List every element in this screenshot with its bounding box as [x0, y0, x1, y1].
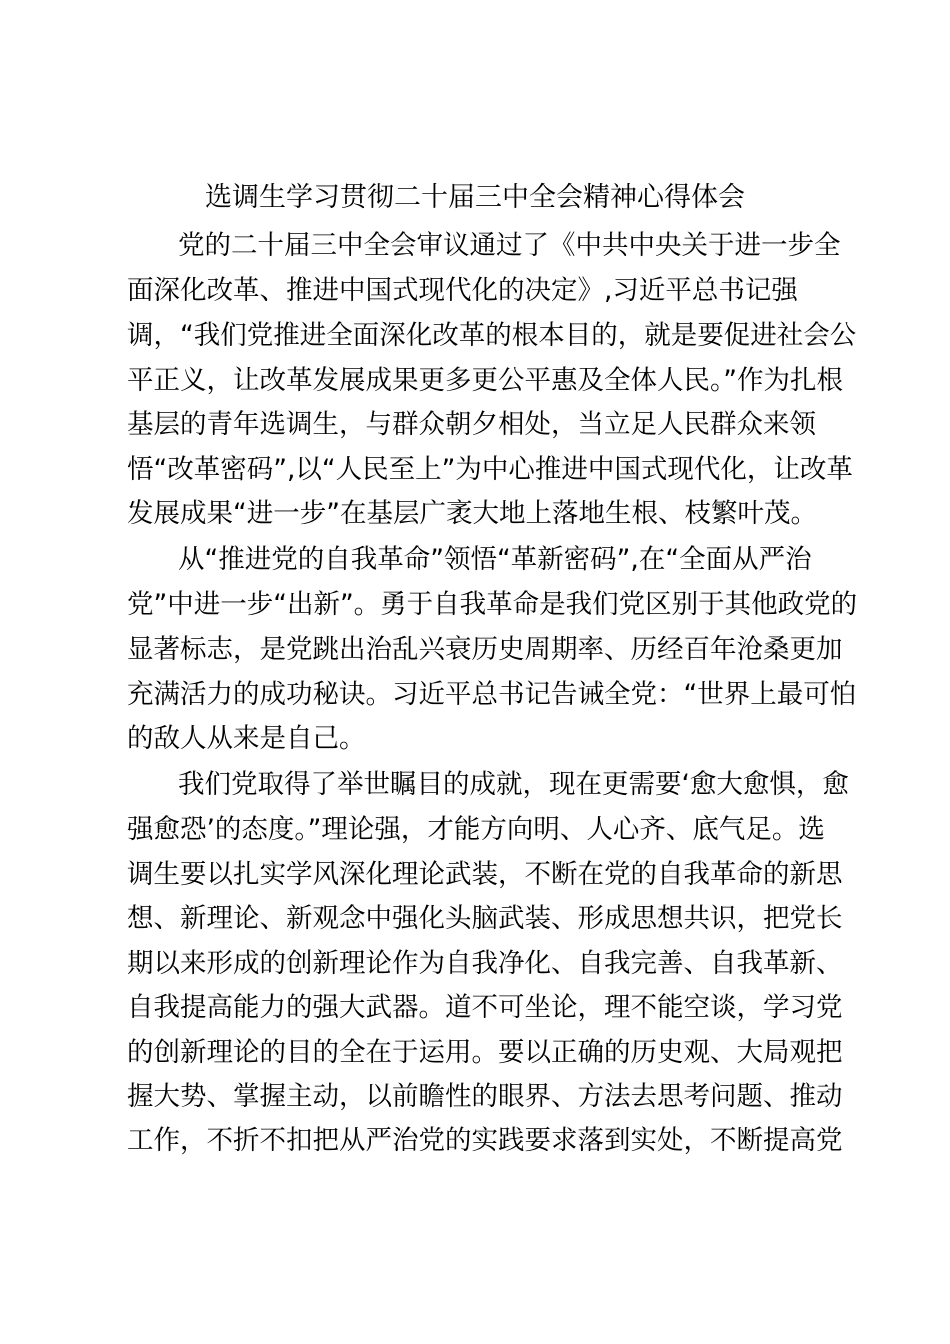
paragraph-line: 基层的青年选调生，与群众朝夕相处，当立足人民群众来领	[127, 409, 816, 440]
paragraph-line: 显著标志，是党跳出治乱兴衰历史周期率、历经百年沧桑更加	[127, 634, 843, 665]
paragraph-line: 的创新理论的目的全在于运用。要以正确的历史观、大局观把	[127, 1037, 843, 1068]
paragraph-line: 强愈恐’的态度。”理论强，才能方向明、人心齐、底气足。选	[127, 814, 825, 845]
paragraph-line: 自我提高能力的强大武器。道不可坐论，理不能空谈，学习党	[127, 992, 843, 1023]
paragraph-line: 调生要以扎实学风深化理论武装，不断在党的自我革命的新思	[127, 859, 843, 890]
paragraph-line: 悟“改革密码”,以“人民至上”为中心推进中国式现代化，让改革	[127, 454, 853, 485]
paragraph-line: 党”中进一步“出新”。勇于自我革命是我们党区别于其他政党的	[127, 589, 858, 620]
paragraph-line: 党的二十届三中全会审议通过了《中共中央关于进一步全	[178, 230, 841, 261]
paragraph-line: 的敌人从来是自己。	[127, 723, 366, 754]
paragraph-line: 我们党取得了举世瞩目的成就，现在更需要‘愈大愈惧，愈	[178, 769, 849, 800]
paragraph-line: 期以来形成的创新理论作为自我净化、自我完善、自我革新、	[127, 948, 843, 979]
paragraph-line: 想、新理论、新观念中强化头脑武装、形成思想共识，把党长	[127, 903, 843, 934]
paragraph-line: 面深化改革、推进中国式现代化的决定》,习近平总书记强	[127, 275, 798, 306]
paragraph-line: 工作，不折不扣把从严治党的实践要求落到实处，不断提高党	[127, 1125, 843, 1156]
paragraph-line: 握大势、掌握主动，以前瞻性的眼界、方法去思考问题、推动	[127, 1081, 843, 1112]
paragraph-line: 发展成果“进一步”在基层广袤大地上落地生根、枝繁叶茂。	[127, 498, 817, 529]
document-title: 选调生学习贯彻二十届三中全会精神心得体会	[205, 182, 745, 213]
paragraph-line: 充满活力的成功秘诀。习近平总书记告诫全党：“世界上最可怕	[127, 679, 857, 710]
paragraph-line: 平正义，让改革发展成果更多更公平惠及全体人民。”作为扎根	[127, 365, 843, 396]
paragraph-line: 调，“我们党推进全面深化改革的根本目的，就是要促进社会公	[127, 320, 857, 351]
paragraph-line: 从“推进党的自我革命”领悟“革新密码”,在“全面从严治	[178, 544, 812, 575]
